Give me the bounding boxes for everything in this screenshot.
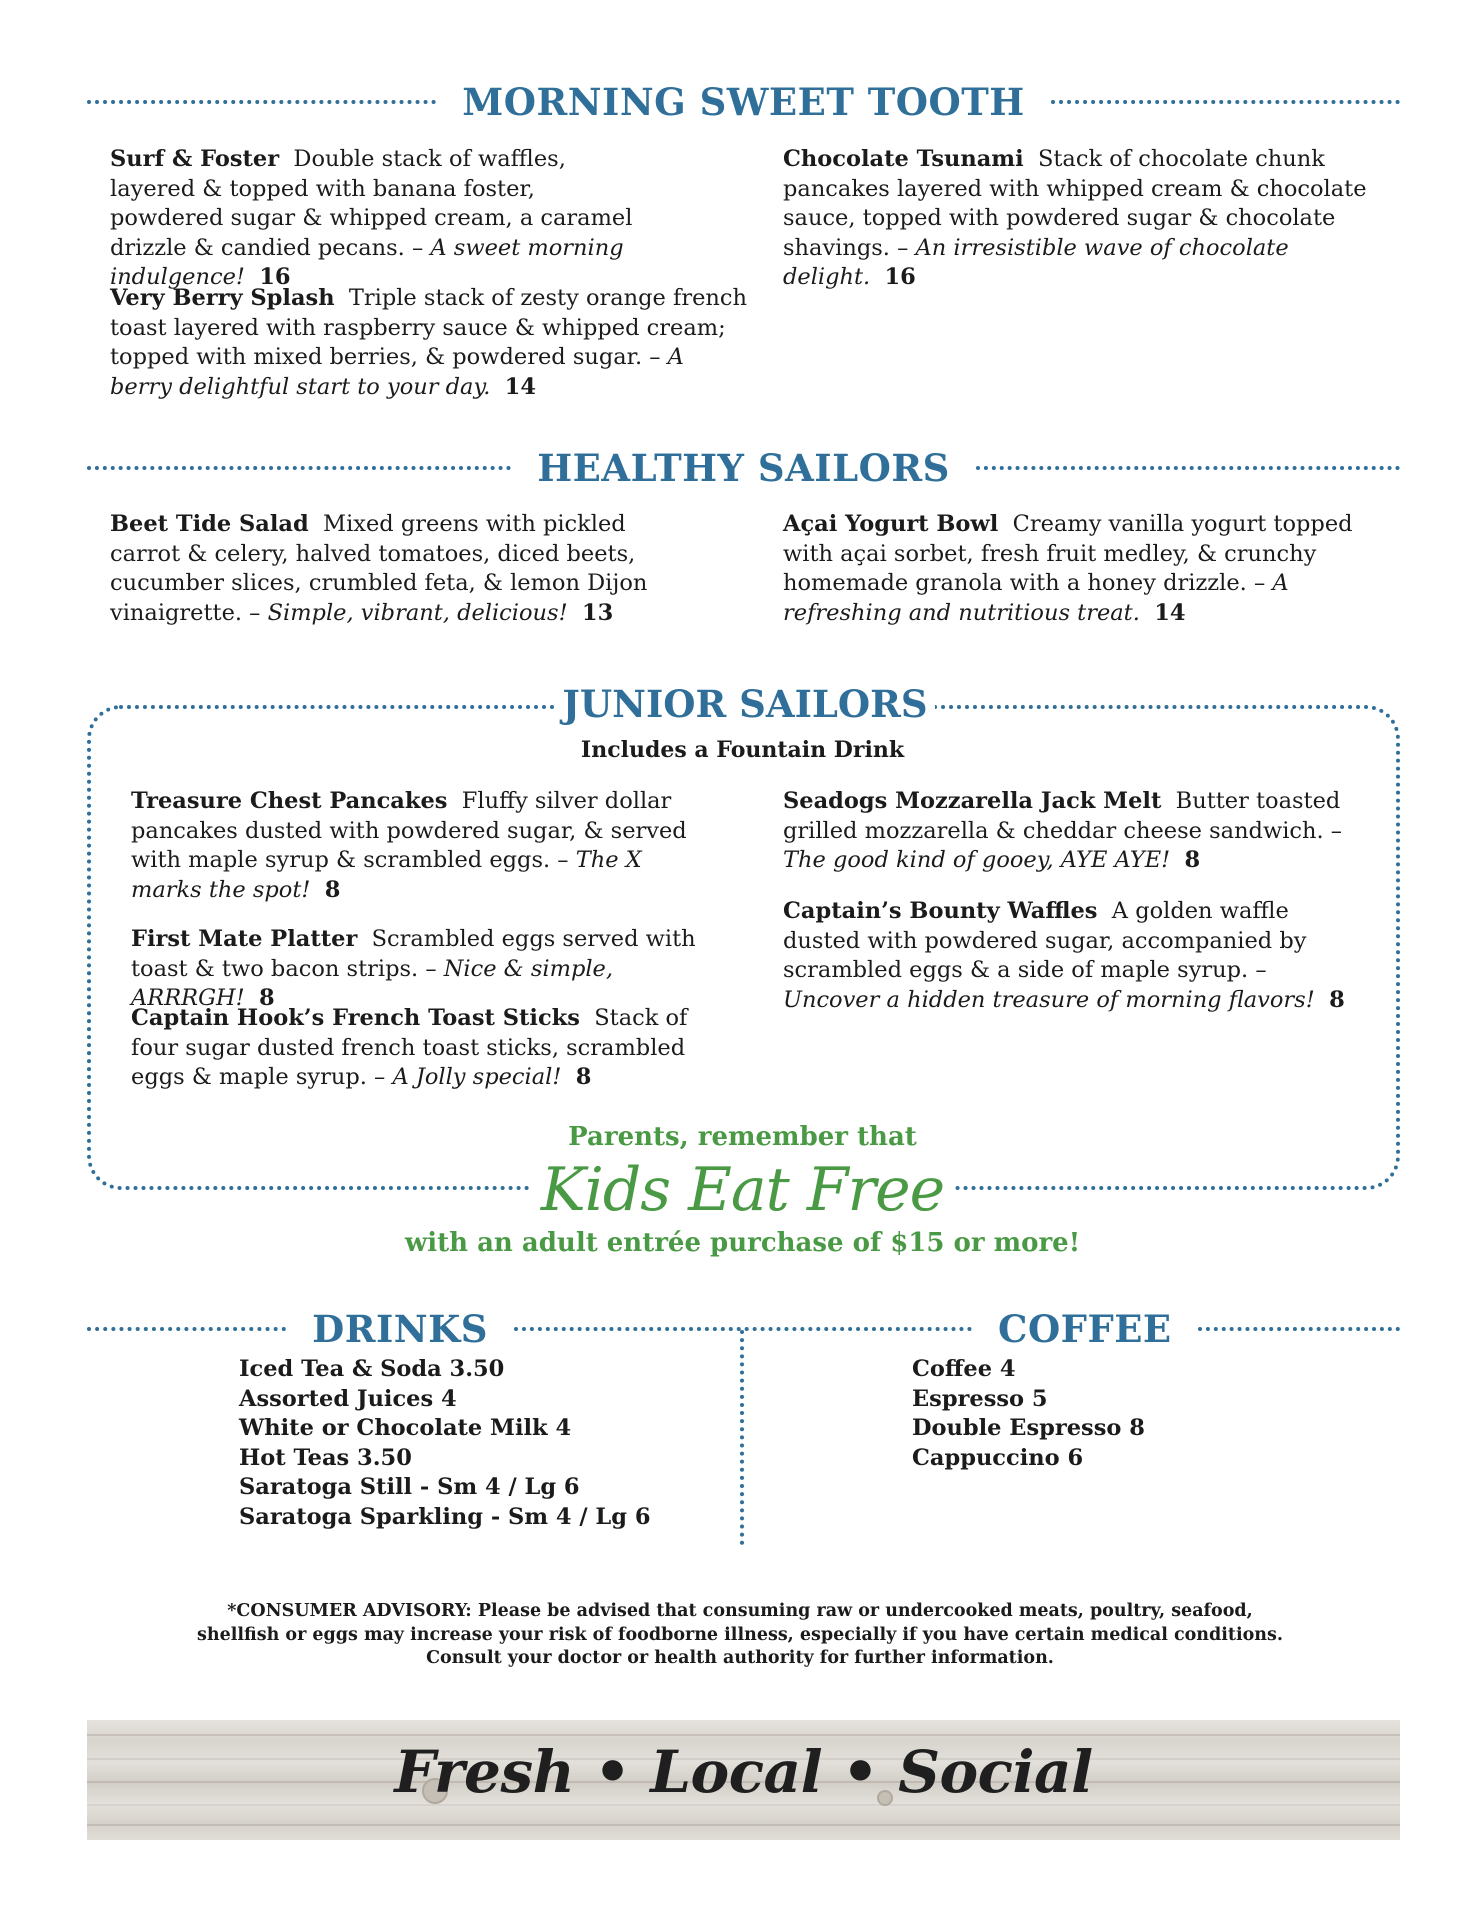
item-description: Butter toasted grilled mozzarella & cheddar cheese sandwich. – <box>783 788 1343 844</box>
list-item: Espresso 5 <box>912 1385 1048 1412</box>
list-item: White or Chocolate Milk 4 <box>239 1415 572 1441</box>
item-name: Chocolate Tsunami <box>783 146 1024 172</box>
item-tagline: The good kind of gooey, AYE AYE! <box>783 847 1171 873</box>
advisory-line: shellfish or eggs may increase your risk of foodborne illness, especially if you have certain medical conditions. <box>197 1624 1283 1645</box>
item-description: Stack of chocolate chunk pancakes layered with whipped cream & chocolate sauce, topped with powdered sugar & chocolate shavings. – <box>783 146 1367 261</box>
section-header-drinks <box>87 1304 972 1354</box>
item-tagline: An irresistible wave of chocolate delight. <box>783 234 1289 290</box>
dotted-rule <box>1051 100 1400 104</box>
menu-item <box>110 510 700 628</box>
menu-item <box>131 925 731 1014</box>
item-description: Triple stack of zesty orange french toast layered with raspberry sauce & whipped cream; topped with mixed berries, & powdered sugar. – <box>110 285 747 370</box>
coffee-list <box>912 1355 1145 1473</box>
menu-item <box>131 1004 721 1093</box>
item-price: 16 <box>259 264 291 290</box>
item-description: Mixed greens with pickled carrot & celery, halved tomatoes, diced beets, cucumber slices, crumbled feta, & lemon Dijon vinaigrette. – <box>110 511 648 626</box>
list-item: Coffee 4 <box>912 1356 1016 1382</box>
footer-banner <box>87 1720 1400 1840</box>
section-title: DRINKS <box>312 1307 488 1351</box>
item-price: 8 <box>575 1064 592 1090</box>
item-description: Fluffy silver dollar pancakes dusted with powdered sugar, & served with maple syrup & scrambled eggs. – <box>131 788 687 873</box>
item-price: 14 <box>504 373 536 400</box>
dotted-rule <box>87 100 436 104</box>
item-tagline: Nice & simple, ARRRGH! <box>131 955 614 1011</box>
item-price: 8 <box>324 876 341 903</box>
item-description: Creamy vanilla yogurt topped with açai sorbet, fresh fruit medley, & crunchy homemade granola with a honey drizzle. – <box>783 511 1353 596</box>
wood-grain <box>87 1734 1400 1736</box>
advisory-text: Please be advised that consuming raw or undercooked meats, poultry, seafood, <box>477 1601 1253 1621</box>
item-name: Treasure Chest Pancakes <box>131 788 448 814</box>
item-price: 8 <box>1184 847 1201 873</box>
advisory-line <box>140 1600 1340 1624</box>
item-name: Very Berry Splash <box>110 285 335 311</box>
promo-bottom-line: with an adult entrée purchase of $15 or more! <box>404 1228 1081 1258</box>
section-title: MORNING SWEET TOOTH <box>462 80 1025 124</box>
dotted-rule <box>87 466 511 470</box>
column-divider <box>740 1330 744 1545</box>
item-tagline: A Jolly special! <box>392 1064 562 1090</box>
item-price: 16 <box>884 264 916 290</box>
section-header-healthy <box>87 443 1400 493</box>
section-title: HEALTHY SAILORS <box>537 446 950 490</box>
dotted-rule <box>976 466 1400 470</box>
dotted-rule <box>87 1327 286 1331</box>
list-item: Iced Tea & Soda 3.50 <box>239 1356 505 1382</box>
section-title: COFFEE <box>998 1307 1172 1351</box>
item-tagline: Uncover a hidden treasure of morning flavors! <box>783 986 1315 1013</box>
item-name: Açai Yogurt Bowl <box>783 511 999 537</box>
dotted-rule <box>1198 1327 1400 1331</box>
list-item: Saratoga Still - Sm 4 / Lg 6 <box>239 1474 580 1500</box>
section-header-morning <box>87 77 1400 127</box>
menu-item <box>783 787 1363 876</box>
item-name: Captain Hook’s French Toast Sticks <box>131 1005 580 1031</box>
section-title-junior: JUNIOR SAILORS <box>562 682 928 726</box>
section-header-coffee <box>972 1304 1400 1354</box>
wood-grain <box>87 1824 1400 1826</box>
drinks-list <box>239 1355 650 1532</box>
footer-slogan: Fresh • Local • Social <box>394 1738 1093 1806</box>
menu-item <box>783 897 1363 1015</box>
item-name: Seadogs Mozzarella Jack Melt <box>783 788 1162 814</box>
item-name: First Mate Platter <box>131 926 358 952</box>
menu-item <box>783 145 1383 293</box>
item-description: Stack of four sugar dusted french toast sticks, scrambled eggs & maple syrup. – <box>131 1005 688 1090</box>
menu-item <box>110 284 750 402</box>
item-tagline: Simple, vibrant, delicious! <box>267 599 568 626</box>
advisory-line: Consult your doctor or health authority for further information. <box>426 1648 1054 1668</box>
item-tagline: A sweet morning indulgence! <box>110 234 624 290</box>
item-tagline: The X marks the spot! <box>131 847 642 903</box>
consumer-advisory <box>140 1600 1340 1671</box>
item-tagline: A berry delightful start to your day. <box>110 344 684 400</box>
menu-item <box>783 510 1353 628</box>
item-price: 13 <box>581 599 614 626</box>
list-item: Saratoga Sparkling - Sm 4 / Lg 6 <box>239 1503 651 1530</box>
item-price: 8 <box>1329 986 1345 1013</box>
menu-item <box>110 145 650 293</box>
menu-item <box>131 787 711 905</box>
list-item: Cappuccino 6 <box>912 1444 1084 1471</box>
item-price: 14 <box>1154 599 1186 626</box>
promo-top-line: Parents, remember that <box>568 1122 917 1152</box>
item-name: Captain’s Bounty Waffles <box>783 898 1098 924</box>
list-item: Double Espresso 8 <box>912 1415 1145 1441</box>
item-description: Double stack of waffles, layered & topped with banana foster, powdered sugar & whipped cream, a caramel drizzle & candied pecans. – <box>110 146 633 261</box>
junior-subtitle: Includes a Fountain Drink <box>580 737 905 763</box>
promo-kids-eat-free: Kids Eat Free <box>540 1155 945 1225</box>
list-item: Hot Teas 3.50 <box>239 1444 412 1471</box>
item-name: Surf & Foster <box>110 146 280 172</box>
item-price: 8 <box>259 985 275 1011</box>
advisory-lead: *CONSUMER ADVISORY: <box>227 1601 472 1621</box>
list-item: Assorted Juices 4 <box>239 1385 457 1412</box>
item-name: Beet Tide Salad <box>110 511 309 537</box>
item-description: A golden waffle dusted with powdered sugar, accompanied by scrambled eggs & a side of maple syrup. – <box>783 898 1307 983</box>
item-tagline: A refreshing and nutritious treat. <box>783 570 1289 626</box>
item-description: Scrambled eggs served with toast & two bacon strips. – <box>131 926 696 982</box>
